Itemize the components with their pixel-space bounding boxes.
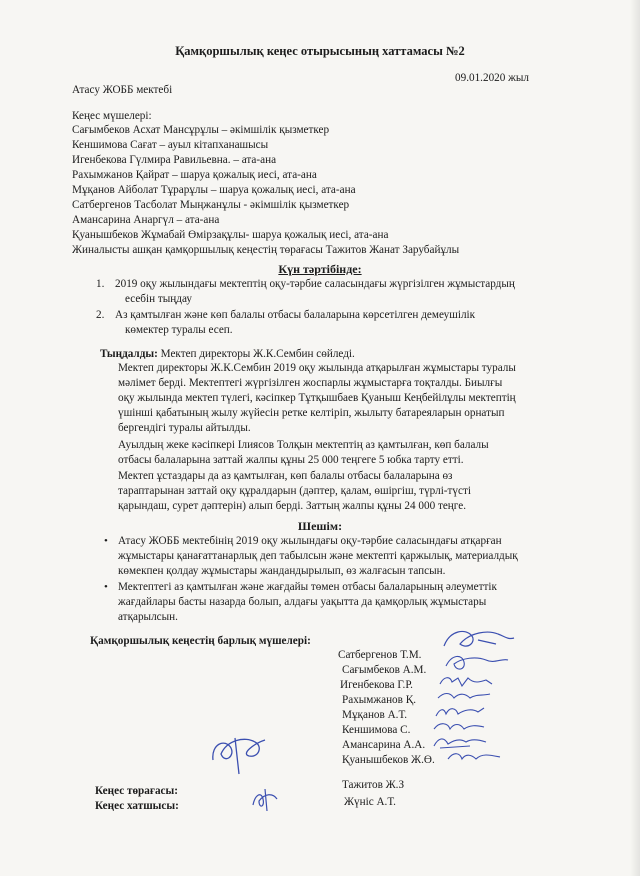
agenda-heading: Күн тәртібінде: <box>278 262 362 276</box>
signer-name: Мұқанов А.Т. <box>342 709 407 721</box>
member-line: Кеншимова Сағат – ауыл кітапханашысы <box>72 139 269 151</box>
paragraph-line: тараптарынан заттай оқу құралдарын (дәптер, қалам, өшіргіш, түрлі-түсті <box>118 485 471 497</box>
chair-signature-image <box>205 730 275 778</box>
member-line: Амансарина Анаргүл – ата-ана <box>72 214 220 226</box>
signer-name: Амансарина А.А. <box>342 739 426 751</box>
decision-heading: Шешім: <box>297 519 343 533</box>
member-line: Қуанышбеков Жұмабай Өмірзақұлы- шаруа қожалық иесі, ата-ана <box>72 229 389 241</box>
signer-name: Игенбекова Г.Р. <box>340 679 413 691</box>
member-line: Мұқанов Айболат Тұрарұлы – шаруа қожалық иесі, ата-ана <box>72 184 356 196</box>
decision-line: Мектептегі аз қамтылған және жағдайы төмен отбасы балаларының әлеуметтік <box>118 581 497 593</box>
secretary-label: Кеңес хатшысы: <box>95 800 179 812</box>
paragraph-line: бергендігі туралы айтылды. <box>118 422 251 434</box>
listened-line <box>100 348 355 360</box>
agenda-item-text: 2019 оқу жылындағы мектептің оқу-тәрбие саласындағы жүргізілген жұмыстардың <box>115 278 515 290</box>
paragraph-line: үшінші қабатының жылу жүйесін ретке келтіріп, жылыту батареяларын орнатып <box>118 407 505 419</box>
signer-name: Кеншимова С. <box>342 724 411 736</box>
document-title: Қамқоршылық кеңес отырысының хаттамасы №2 <box>175 44 465 58</box>
agenda-item-text: есебін тыңдау <box>125 293 192 305</box>
agenda-item-text: Аз қамтылған және көп балалы отбасы балаларына көрсетілген демеушілік <box>115 309 476 321</box>
signer-name: Сағымбеков А.М. <box>342 664 427 676</box>
bullet-icon: • <box>104 581 108 593</box>
bullet-icon: • <box>104 535 108 547</box>
signer-name: Сатбергенов Т.М. <box>338 649 422 661</box>
members-heading: Кеңес мүшелері: <box>72 110 152 122</box>
signer-name: Рахымжанов Қ. <box>342 694 416 706</box>
paragraph-line: Мектеп ұстаздары да аз қамтылған, көп балалы отбасы балаларына өз <box>118 470 453 482</box>
member-line: Рахымжанов Қайрат – шаруа қожалық иесі, ата-ана <box>72 169 317 181</box>
paragraph-line: оқу жылында мектеп түлегі, кәсіпкер Тұтқышбаев Қуаныш Кеңбейілұлы мектептің <box>118 392 516 404</box>
chair-name: Тажитов Ж.З <box>342 779 405 791</box>
chair-label: Кеңес төрағасы: <box>95 785 178 797</box>
listened-label: Тыңдалды: <box>100 348 158 360</box>
agenda-number: 2. <box>96 309 105 321</box>
paragraph-line: қарындаш, сурет дәптерін) алып берді. Заттың жалпы құны 24 000 теңге. <box>118 500 467 512</box>
paragraph-line: отбасы балаларына заттай жалпы құны 25 000 теңгеге 5 юбка тарту етті. <box>118 454 464 466</box>
listened-text: Мектеп директоры Ж.К.Сембин сөйледі. <box>157 348 355 360</box>
document-date: 09.01.2020 жыл <box>455 72 529 84</box>
decision-line: көмекпен қолдау жұмыстары жандандырылып, өз жалғасын тапсын. <box>118 565 446 577</box>
paragraph-line: Ауылдың жеке кәсіпкері Ілиясов Толқын мектептің аз қамтылған, көп балалы <box>118 439 489 451</box>
secretary-name: Жүніс А.Т. <box>344 796 396 808</box>
secretary-signature-image <box>247 785 283 815</box>
member-line: Игенбекова Гүлмира Равильевна. – ата-ана <box>72 154 277 166</box>
signers-heading: Қамқоршылық кеңестің барлық мүшелері: <box>90 635 311 647</box>
school-name: Атасу ЖОББ мектебі <box>72 84 173 96</box>
member-line: Сатбергенов Тасболат Мыңжанұлы - әкімшілік қызметкер <box>72 199 350 211</box>
member-line: Сағымбеков Асхат Мансұрұлы – әкімшілік қызметкер <box>72 124 330 136</box>
decision-line: Атасу ЖОББ мектебінің 2019 оқу жылындағы оқу-тәрбие саласындағы атқарған <box>118 535 502 547</box>
agenda-number: 1. <box>96 278 105 290</box>
signature-image <box>444 747 504 767</box>
paragraph-line: мәлімет берді. Мектептегі жүргізілген жоспарлы жұмыстарға тоқталды. Биылғы <box>118 377 503 389</box>
signature-image <box>442 650 512 674</box>
decision-line: атқарылсын. <box>118 611 178 623</box>
agenda-item-text: көмектер туралы есеп. <box>125 324 233 336</box>
decision-line: жұмыстары қанағаттанарлық деп табылсын және мектепті қаржылық, материалдық <box>118 550 518 562</box>
decision-line: жағдайлары басты назарда болып, алдағы уақытта да қамқорлық жұмыстары <box>118 596 487 608</box>
signer-name: Қуанышбеков Ж.Ө. <box>342 754 435 766</box>
page-edge-shadow <box>630 0 640 876</box>
chair-opening-line: Жиналысты ашқан қамқоршылық кеңестің төрағасы Тажитов Жанат Зарубайұлы <box>72 244 460 256</box>
paragraph-line: Мектеп директоры Ж.К.Сембин 2019 оқу жылында атқарылған жұмыстары туралы <box>118 362 516 374</box>
